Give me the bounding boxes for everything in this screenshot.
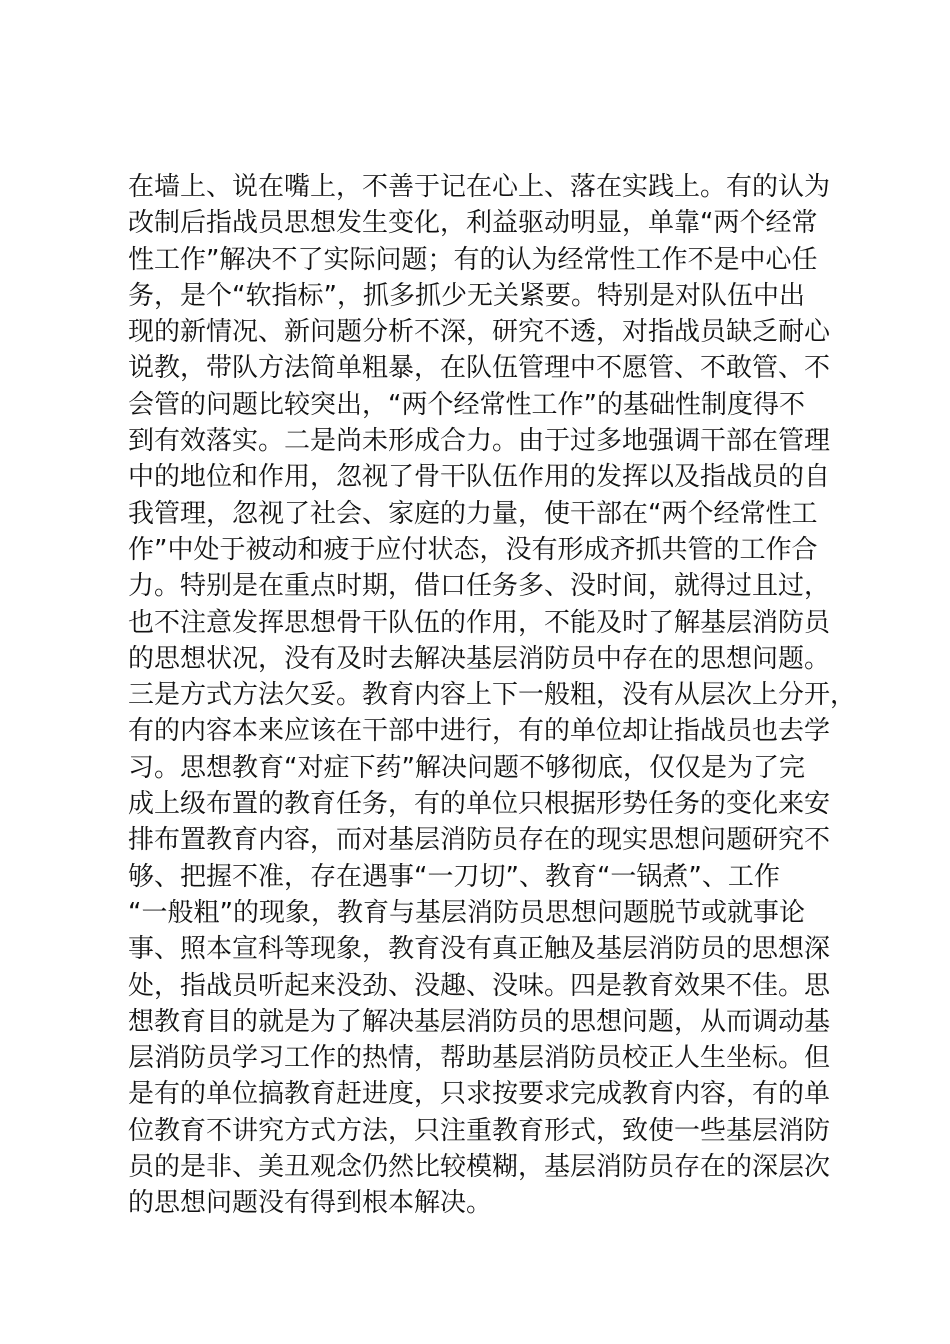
text-line: 有的内容本来应该在干部中进行，有的单位却让指战员也去学	[128, 716, 831, 747]
text-line: 的思想状况，没有及时去解决基层消防员中存在的思想问题。	[128, 643, 831, 674]
text-line: 层消防员学习工作的热情，帮助基层消防员校正人生坐标。但	[128, 1043, 831, 1074]
text-line: 够、把握不准，存在遇事“一刀切”、教育“一锅煮”、工作	[128, 861, 780, 892]
text-line: 事、照本宣科等现象，教育没有真正触及基层消防员的思想深	[128, 934, 831, 965]
text-line: 排布置教育内容，而对基层消防员存在的现实思想问题研究不	[128, 825, 831, 856]
text-line: 作”中处于被动和疲于应付状态，没有形成齐抓共管的工作合	[128, 534, 818, 565]
text-line: 性工作”解决不了实际问题；有的认为经常性工作不是中心任	[128, 244, 818, 275]
text-line: 会管的问题比较突出，“两个经常性工作”的基础性制度得不	[128, 389, 805, 420]
text-line: 成上级布置的教育任务，有的单位只根据形势任务的变化来安	[128, 789, 831, 820]
text-line: 到有效落实。二是尚未形成合力。由于过多地强调干部在管理	[128, 426, 831, 457]
text-line: 想教育目的就是为了解决基层消防员的思想问题，从而调动基	[128, 1006, 831, 1037]
text-line: 说教，带队方法简单粗暴，在队伍管理中不愿管、不敢管、不	[128, 353, 831, 384]
text-line: 现的新情况、新问题分析不深，研究不透，对指战员缺乏耐心	[128, 317, 831, 348]
text-line: “一般粗”的现象，教育与基层消防员思想问题脱节或就事论	[128, 897, 805, 928]
text-line: 三是方式方法欠妥。教育内容上下一般粗，没有从层次上分开，	[128, 680, 857, 711]
text-line: 也不注意发挥思想骨干队伍的作用，不能及时了解基层消防员	[128, 607, 831, 638]
text-line: 习。思想教育“对症下药”解决问题不够彻底，仅仅是为了完	[128, 752, 805, 783]
text-line: 是有的单位搞教育赶进度，只求按要求完成教育内容，有的单	[128, 1079, 831, 1110]
text-line: 员的是非、美丑观念仍然比较模糊，基层消防员存在的深层次	[128, 1152, 831, 1183]
text-line: 的思想问题没有得到根本解决。	[128, 1188, 493, 1219]
text-line: 务，是个“软指标”，抓多抓少无关紧要。特别是对队伍中出	[128, 280, 805, 311]
text-line: 中的地位和作用，忽视了骨干队伍作用的发挥以及指战员的自	[128, 462, 831, 493]
text-line: 我管理，忽视了社会、家庭的力量，使干部在“两个经常性工	[128, 498, 818, 529]
body-paragraph	[128, 169, 858, 1222]
text-line: 改制后指战员思想发生变化，利益驱动明显，单靠“两个经常	[128, 208, 818, 239]
text-line: 处，指战员听起来没劲、没趣、没味。四是教育效果不佳。思	[128, 970, 831, 1001]
text-line: 位教育不讲究方式方法，只注重教育形式，致使一些基层消防	[128, 1115, 831, 1146]
text-line: 在墙上、说在嘴上，不善于记在心上、落在实践上。有的认为	[128, 172, 831, 202]
text-line: 力。特别是在重点时期，借口任务多、没时间，就得过且过，	[128, 571, 831, 602]
